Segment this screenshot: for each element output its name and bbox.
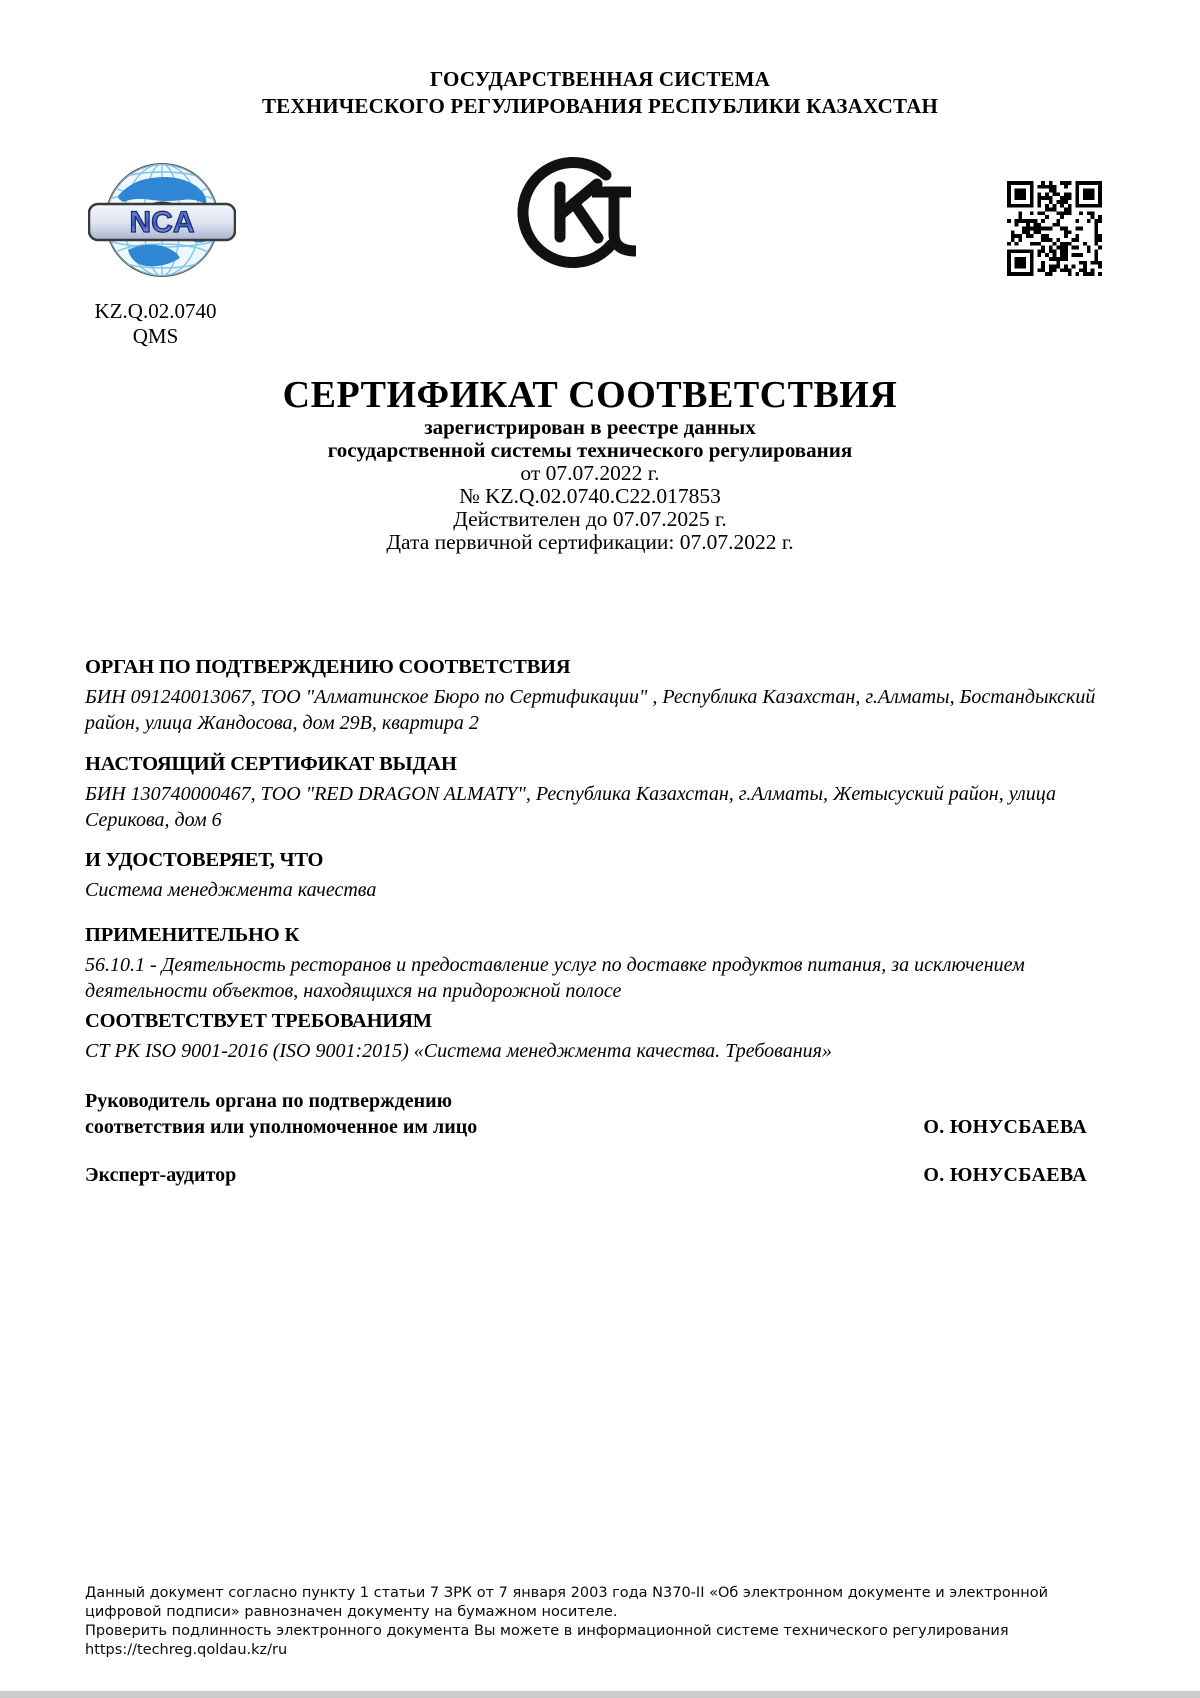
section-certification-body [85, 655, 1125, 736]
gov-header-line2: ТЕХНИЧЕСКОГО РЕГУЛИРОВАНИЯ РЕСПУБЛИКИ КАЗАХСТАН [261, 94, 939, 118]
section-body: 56.10.1 - Деятельность ресторанов и предоставление услуг по доставке продуктов питания, за исключением деятельности объектов, находящихся на придорожной полосе [85, 954, 1025, 1002]
gov-header [10, 66, 1190, 120]
footer-verify-text: Проверить подлинность электронного документа Вы можете в информационной системе технического регулирования [85, 1623, 1009, 1639]
section-heading: СООТВЕТСТВУЕТ ТРЕБОВАНИЯМ [85, 1010, 432, 1032]
signature-row-head-of-body [85, 1088, 1087, 1140]
signer-role-line1: Руководитель органа по подтверждению [85, 1090, 452, 1112]
nca-banner-label: NCA [129, 206, 195, 239]
section-heading: НАСТОЯЩИЙ СЕРТИФИКАТ ВЫДАН [85, 753, 457, 775]
kt-conformity-mark-icon [510, 154, 652, 274]
certificate-number-line: № KZ.Q.02.0740.C22.017853 [459, 484, 721, 508]
section-issued-to [85, 752, 1125, 833]
gov-header-line1: ГОСУДАРСТВЕННАЯ СИСТЕМА [429, 67, 770, 91]
legal-footer [85, 1584, 1125, 1660]
footer-legal-text: Данный документ согласно пункту 1 статьи 7 ЗРК от 7 января 2003 года N370-II «Об электронном документе и электронной цифровой подписи» равнозначен документу на бумажном носителе. [85, 1585, 1048, 1620]
section-body: БИН 091240013067, ТОО "Алматинское Бюро по Сертификации" , Республика Казахстан, г.Алматы, Бостандыкский район, улица Жандосова, дом 29В, квартира 2 [85, 686, 1096, 734]
signer-name: О. ЮНУСБАЕВА [923, 1164, 1087, 1186]
first-certification-line: Дата первичной сертификации: 07.07.2022 г. [386, 530, 794, 554]
section-body: БИН 130740000467, ТОО "RED DRAGON ALMATY", Республика Казахстан, г.Алматы, Жетысуский район, улица Серикова, дом 6 [85, 783, 1057, 831]
signer-role [85, 1088, 477, 1140]
signer-name: О. ЮНУСБАЕВА [923, 1116, 1087, 1138]
section-heading: ПРИМЕНИТЕЛЬНО К [85, 924, 300, 946]
page-bottom-edge [0, 1691, 1200, 1698]
scheme-caption [83, 299, 228, 349]
certificate-title: СЕРТИФИКАТ СООТВЕТСТВИЯ [282, 374, 898, 416]
signer-role [85, 1162, 236, 1188]
registered-line1: зарегистрирован в реестре данных [424, 415, 756, 439]
qr-code-icon [1007, 181, 1102, 276]
section-heading: ОРГАН ПО ПОДТВЕРЖДЕНИЮ СООТВЕТСТВИЯ [85, 656, 571, 678]
section-certifies-that [85, 848, 1125, 903]
section-body: Система менеджмента качества [85, 879, 377, 901]
title-block [0, 374, 1180, 554]
valid-until-line: Действителен до 07.07.2025 г. [453, 507, 727, 531]
section-applicable-to [85, 923, 1125, 1004]
issue-date-line: от 07.07.2022 г. [520, 461, 660, 485]
signature-row-expert-auditor [85, 1162, 1087, 1188]
verification-url[interactable]: https://techreg.qoldau.kz/ru [85, 1642, 288, 1658]
section-body: СТ РК ISO 9001-2016 (ISO 9001:2015) «Система менеджмента качества. Требования» [85, 1040, 832, 1062]
section-complies-with [85, 1009, 1125, 1064]
signer-role-line1: Эксперт-аудитор [85, 1164, 237, 1186]
signer-role-line2: соответствия или уполномоченное им лицо [85, 1116, 478, 1138]
nca-accreditation-logo-icon [88, 158, 236, 290]
registered-line2: государственной системы технического регулирования [327, 438, 853, 462]
section-heading: И УДОСТОВЕРЯЕТ, ЧТО [85, 849, 324, 871]
scheme-type: QMS [132, 324, 179, 348]
scheme-code: KZ.Q.02.0740 [94, 299, 217, 323]
